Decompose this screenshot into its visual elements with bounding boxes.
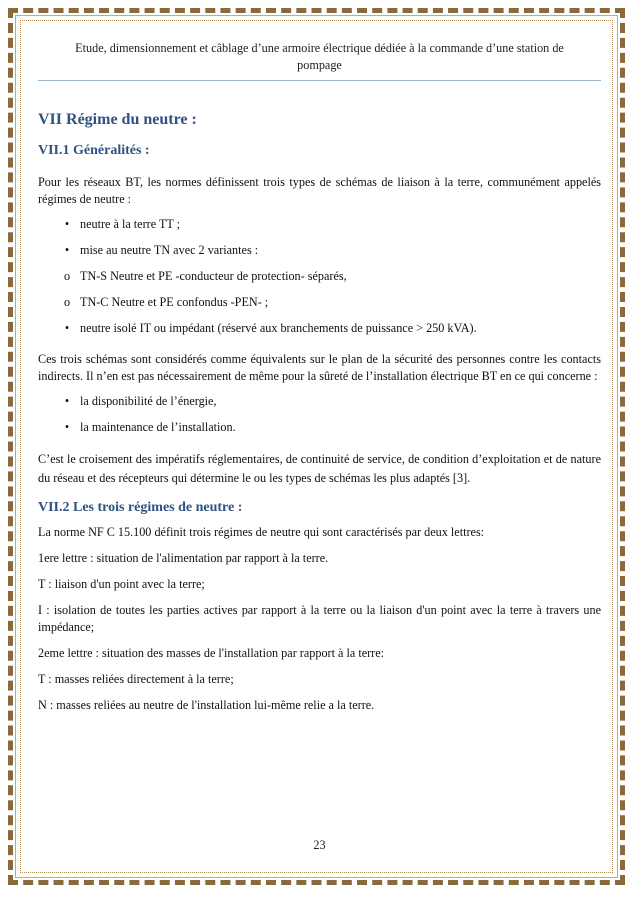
definition-line: I : isolation de toutes les parties actives par rapport à la terre ou la liaison d'un point avec la terre à travers une impédance; <box>38 603 601 634</box>
page-content <box>38 40 601 714</box>
list-item-text: TN-C Neutre et PE confondus -PEN- ; <box>80 295 269 309</box>
list-item <box>38 242 601 259</box>
header-line-1: Etude, dimensionnement et câblage d’une armoire électrique dédiée à la commande d’une station de <box>75 41 564 55</box>
intro-paragraph: Pour les réseaux BT, les normes définissent trois types de schémas de liaison à la terre, communément appelés régimes de neutre : <box>38 175 601 206</box>
list-item <box>38 419 601 436</box>
subsection-1-title: VII.1 Généralités : <box>38 143 150 158</box>
list-item <box>38 216 601 233</box>
definition-line: T : masses reliées directement à la terre; <box>38 672 234 686</box>
list-item-text: neutre à la terre TT ; <box>80 217 181 231</box>
bullet: • <box>64 243 70 257</box>
neutral-regimes-definitions <box>38 524 601 714</box>
list-item-text: neutre isolé IT ou impédant (réservé aux branchements de puissance > 250 kVA). <box>80 321 477 335</box>
definition-line: 1ere lettre : situation de l'alimentation par rapport à la terre. <box>38 551 329 565</box>
running-header <box>38 40 601 81</box>
list-item-text: mise au neutre TN avec 2 variantes : <box>80 243 259 257</box>
list-item <box>38 294 601 311</box>
list-item-text: TN-S Neutre et PE -conducteur de protection- séparés, <box>80 269 347 283</box>
paragraph-conclusion: C’est le croisement des impératifs réglementaires, de continuité de service, de condition d’exploitation et de nature du réseau et des récepteurs qui détermine le ou les types de schémas les plus adaptés [3]. <box>38 452 601 485</box>
definition-line: 2eme lettre : situation des masses de l'installation par rapport à la terre: <box>38 646 385 660</box>
bullet: o <box>63 295 71 309</box>
page-number: 23 <box>313 838 326 852</box>
subsection-2-title: VII.2 Les trois régimes de neutre : <box>38 500 243 515</box>
list-item <box>38 268 601 285</box>
list-item <box>38 320 601 337</box>
definition-line: N : masses reliées au neutre de l'installation lui-même relie a la terre. <box>38 698 375 712</box>
section-title: VII Régime du neutre : <box>38 111 197 128</box>
header-line-2: pompage <box>297 58 342 72</box>
bullet: • <box>64 217 70 231</box>
bullet: • <box>64 420 70 434</box>
list-item-text: la disponibilité de l’énergie, <box>80 394 217 408</box>
definition-line: T : liaison d'un point avec la terre; <box>38 577 205 591</box>
bullet: o <box>63 269 71 283</box>
neutral-schemes-list <box>38 216 601 337</box>
definition-line: La norme NF C 15.100 définit trois régimes de neutre qui sont caractérisés par deux lettres: <box>38 525 485 539</box>
paragraph-equivalence: Ces trois schémas sont considérés comme équivalents sur le plan de la sécurité des personnes contre les contacts indirects. Il n’en est pas nécessairement de même pour la sûreté de l’installation électrique BT en ce qui concerne : <box>38 352 601 383</box>
list-item-text: la maintenance de l’installation. <box>80 420 236 434</box>
bullet: • <box>64 321 70 335</box>
bullet: • <box>64 394 70 408</box>
list-item <box>38 393 601 410</box>
concerns-list <box>38 393 601 436</box>
